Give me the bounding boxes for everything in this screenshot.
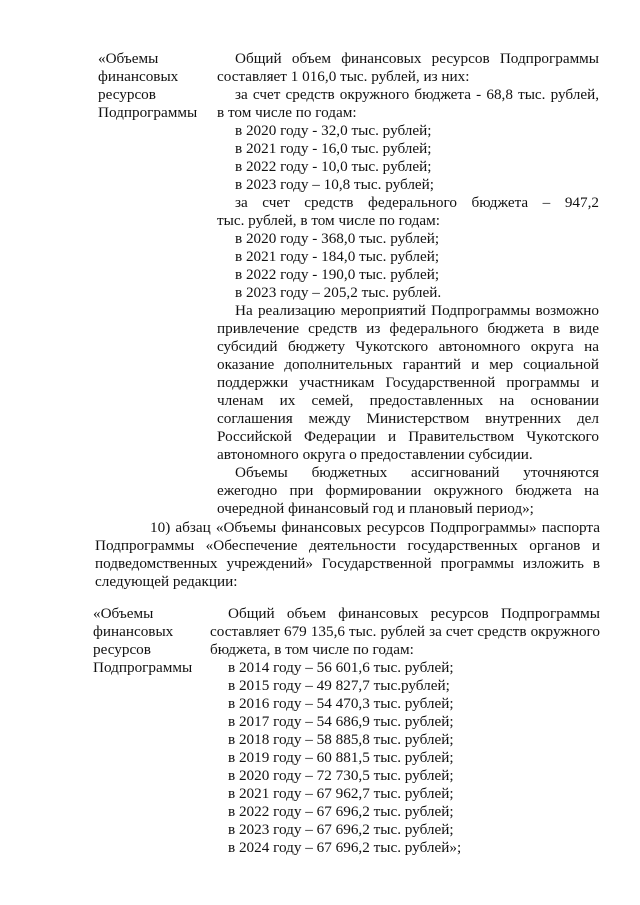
paragraph10-line: 10) абзац «Объемы финансовых ресурсов Подпрограммы» паспорта: [150, 519, 600, 536]
block1-line: ежегодно при формировании окружного бюджета на: [217, 482, 599, 499]
block2-label-line: ресурсов: [93, 641, 151, 658]
block1-label-line: финансовых: [98, 68, 179, 85]
block2-line: в 2017 году – 54 686,9 тыс. рублей;: [228, 713, 454, 730]
block1-line: в 2020 году - 32,0 тыс. рублей;: [235, 122, 432, 139]
block1-line: за счет средств федерального бюджета – 947,2: [235, 194, 599, 211]
block1-line: очередной финансовый год и плановый период»;: [217, 500, 534, 517]
block1-line: Российской Федерации и Правительством Чукотского: [217, 428, 599, 445]
paragraph10-line: следующей редакции:: [95, 573, 238, 590]
block2-line: в 2014 году – 56 601,6 тыс. рублей;: [228, 659, 454, 676]
block2-label-line: финансовых: [93, 623, 174, 640]
block1-line: в 2023 году – 205,2 тыс. рублей.: [235, 284, 442, 301]
block1-line: в 2020 году - 368,0 тыс. рублей;: [235, 230, 440, 247]
block1-label-line: Подпрограммы: [98, 104, 198, 121]
block1-line: оказание дополнительных гарантий и мер социальной: [217, 356, 599, 373]
block2-label-line: Подпрограммы: [93, 659, 193, 676]
block2-line: в 2016 году – 54 470,3 тыс. рублей;: [228, 695, 454, 712]
block1-line: за счет средств окружного бюджета - 68,8 тыс. рублей,: [235, 86, 599, 103]
block2-label-line: «Объемы: [93, 605, 154, 622]
block2-line: в 2018 году – 58 885,8 тыс. рублей;: [228, 731, 454, 748]
block2-line: в 2023 году – 67 696,2 тыс. рублей;: [228, 821, 454, 838]
block1-line: Общий объем финансовых ресурсов Подпрограммы: [235, 50, 599, 67]
paragraph10-line: Подпрограммы «Обеспечение деятельности государственных органов и: [95, 537, 600, 554]
block1-line: На реализацию мероприятий Подпрограммы возможно: [235, 302, 599, 319]
block1-line: в том числе по годам:: [217, 104, 357, 121]
block2-line: бюджета, в том числе по годам:: [210, 641, 414, 658]
block2-line: в 2015 году – 49 827,7 тыс.рублей;: [228, 677, 450, 694]
block1-line: субсидий бюджету Чукотского автономного округа на: [217, 338, 599, 355]
block1-label-line: ресурсов: [98, 86, 156, 103]
block1-line: в 2021 году - 16,0 тыс. рублей;: [235, 140, 432, 157]
block1-line: составляет 1 016,0 тыс. рублей, из них:: [217, 68, 470, 85]
block1-line: в 2021 году - 184,0 тыс. рублей;: [235, 248, 440, 265]
block2-line: составляет 679 135,6 тыс. рублей за счет средств окружного: [210, 623, 600, 640]
block1-line: в 2023 году – 10,8 тыс. рублей;: [235, 176, 435, 193]
block1-line: членам их семей, предоставленных на основании: [217, 392, 599, 409]
block1-label-line: «Объемы: [98, 50, 159, 67]
block1-line: в 2022 году - 190,0 тыс. рублей;: [235, 266, 440, 283]
block1-line: тыс. рублей, в том числе по годам:: [217, 212, 440, 229]
block2-line: в 2020 году – 72 730,5 тыс. рублей;: [228, 767, 454, 784]
block1-line: соглашения между Министерством внутренних дел: [217, 410, 599, 427]
block2-line: в 2024 году – 67 696,2 тыс. рублей»;: [228, 839, 462, 856]
block1-line: автономного округа о предоставлении субсидии.: [217, 446, 533, 463]
block2-line: в 2022 году – 67 696,2 тыс. рублей;: [228, 803, 454, 820]
paragraph10-line: подведомственных учреждений» Государственной программы изложить в: [95, 555, 600, 572]
block1-line: в 2022 году - 10,0 тыс. рублей;: [235, 158, 432, 175]
block2-line: в 2019 году – 60 881,5 тыс. рублей;: [228, 749, 454, 766]
block2-line: Общий объем финансовых ресурсов Подпрограммы: [228, 605, 600, 622]
block2-line: в 2021 году – 67 962,7 тыс. рублей;: [228, 785, 454, 802]
block1-line: привлечение средств из федерального бюджета в виде: [217, 320, 599, 337]
block1-line: поддержки участникам Государственной программы и: [217, 374, 599, 391]
block1-line: Объемы бюджетных ассигнований уточняются: [235, 464, 599, 481]
